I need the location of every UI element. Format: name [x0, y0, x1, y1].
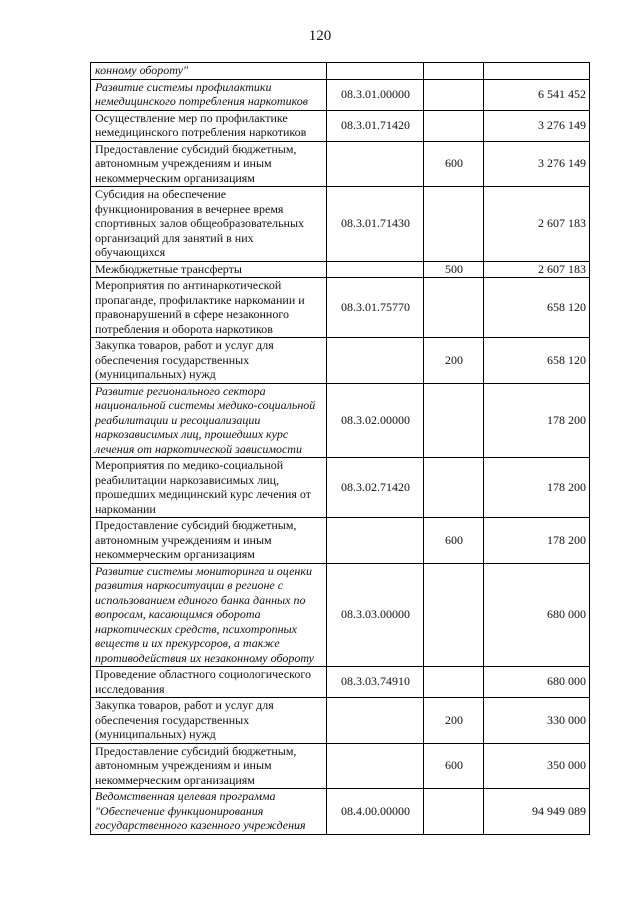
row-type-cell [424, 383, 484, 458]
table-row [91, 383, 590, 458]
table-row [91, 458, 590, 518]
row-code-cell: 08.3.03.00000 [327, 563, 424, 667]
row-type-cell [424, 187, 484, 262]
row-sum-cell: 178 200 [484, 458, 590, 518]
row-type-cell [424, 278, 484, 338]
row-sum-cell: 2 607 183 [484, 187, 590, 262]
row-code-cell [327, 338, 424, 384]
row-name-cell: Мероприятия по антинаркотической пропаганде, профилактике наркомании и правонарушений в сфере незаконного потребления и оборота наркотиков [91, 278, 327, 338]
row-sum-cell: 680 000 [484, 667, 590, 698]
row-name-cell: Закупка товаров, работ и услуг для обеспечения государственных (муниципальных) нужд [91, 698, 327, 744]
row-type-cell: 200 [424, 698, 484, 744]
budget-table-body [91, 63, 590, 835]
row-sum-cell: 658 120 [484, 278, 590, 338]
row-sum-cell: 178 200 [484, 518, 590, 564]
row-type-cell [424, 789, 484, 835]
row-type-cell: 600 [424, 518, 484, 564]
row-code-cell: 08.3.03.74910 [327, 667, 424, 698]
row-sum-cell: 680 000 [484, 563, 590, 667]
row-code-cell [327, 141, 424, 187]
row-type-cell [424, 458, 484, 518]
row-name-cell: Предоставление субсидий бюджетным, автономным учреждениям и иным некоммерческим организациям [91, 141, 327, 187]
row-sum-cell [484, 63, 590, 80]
row-code-cell [327, 63, 424, 80]
row-type-cell [424, 63, 484, 80]
row-name-cell: Предоставление субсидий бюджетным, автономным учреждениям и иным некоммерческим организациям [91, 743, 327, 789]
table-row [91, 141, 590, 187]
row-name-cell: Развитие системы мониторинга и оценки развития наркоситуации в регионе с использованием единого банка данных по вопросам, касающимся оборота наркотических средств, психотропных веществ и их прекурсоров, а также противодействия их незаконному обороту [91, 563, 327, 667]
row-name-cell: Проведение областного социологического исследования [91, 667, 327, 698]
table-row [91, 278, 590, 338]
row-code-cell: 08.4.00.00000 [327, 789, 424, 835]
row-code-cell [327, 261, 424, 278]
row-sum-cell: 94 949 089 [484, 789, 590, 835]
row-type-cell [424, 667, 484, 698]
row-code-cell [327, 743, 424, 789]
row-name-cell: Развитие системы профилактики немедицинского потребления наркотиков [91, 79, 327, 110]
budget-table [90, 62, 590, 835]
page-number: 120 [308, 28, 332, 44]
table-row [91, 110, 590, 141]
row-name-cell: Осуществление мер по профилактике немедицинского потребления наркотиков [91, 110, 327, 141]
table-row [91, 63, 590, 80]
row-code-cell: 08.3.01.71430 [327, 187, 424, 262]
row-name-cell: конному обороту" [91, 63, 327, 80]
table-row [91, 79, 590, 110]
row-sum-cell: 3 276 149 [484, 141, 590, 187]
row-code-cell: 08.3.02.00000 [327, 383, 424, 458]
row-name-cell: Предоставление субсидий бюджетным, автономным учреждениям и иным некоммерческим организациям [91, 518, 327, 564]
row-type-cell: 500 [424, 261, 484, 278]
row-name-cell: Закупка товаров, работ и услуг для обеспечения государственных (муниципальных) нужд [91, 338, 327, 384]
row-code-cell: 08.3.01.75770 [327, 278, 424, 338]
table-row [91, 518, 590, 564]
table-row [91, 743, 590, 789]
row-type-cell: 600 [424, 141, 484, 187]
row-sum-cell: 178 200 [484, 383, 590, 458]
row-name-cell: Субсидия на обеспечение функционирования в вечернее время спортивных залов общеобразовательных организаций для занятий в них обучающихся [91, 187, 327, 262]
row-type-cell: 200 [424, 338, 484, 384]
row-name-cell: Мероприятия по медико-социальной реабилитации наркозависимых лиц, прошедших медицинский курс лечения от наркомании [91, 458, 327, 518]
table-row [91, 261, 590, 278]
row-sum-cell: 2 607 183 [484, 261, 590, 278]
row-sum-cell: 330 000 [484, 698, 590, 744]
row-type-cell [424, 563, 484, 667]
row-code-cell [327, 698, 424, 744]
row-sum-cell: 350 000 [484, 743, 590, 789]
table-row [91, 563, 590, 667]
row-name-cell: Ведомственная целевая программа "Обеспечение функционирования государственного казенного учреждения [91, 789, 327, 835]
row-sum-cell: 658 120 [484, 338, 590, 384]
row-name-cell: Межбюджетные трансферты [91, 261, 327, 278]
table-row [91, 187, 590, 262]
table-row [91, 698, 590, 744]
table-row [91, 789, 590, 835]
row-code-cell: 08.3.02.71420 [327, 458, 424, 518]
row-sum-cell: 3 276 149 [484, 110, 590, 141]
row-code-cell: 08.3.01.71420 [327, 110, 424, 141]
row-code-cell [327, 518, 424, 564]
table-row [91, 338, 590, 384]
row-name-cell: Развитие регионального сектора национальной системы медико-социальной реабилитации и ресоциализации наркозависимых лиц, прошедших курс лечения от наркотической зависимости [91, 383, 327, 458]
row-code-cell: 08.3.01.00000 [327, 79, 424, 110]
row-type-cell [424, 110, 484, 141]
table-row [91, 667, 590, 698]
row-sum-cell: 6 541 452 [484, 79, 590, 110]
row-type-cell [424, 79, 484, 110]
row-type-cell: 600 [424, 743, 484, 789]
